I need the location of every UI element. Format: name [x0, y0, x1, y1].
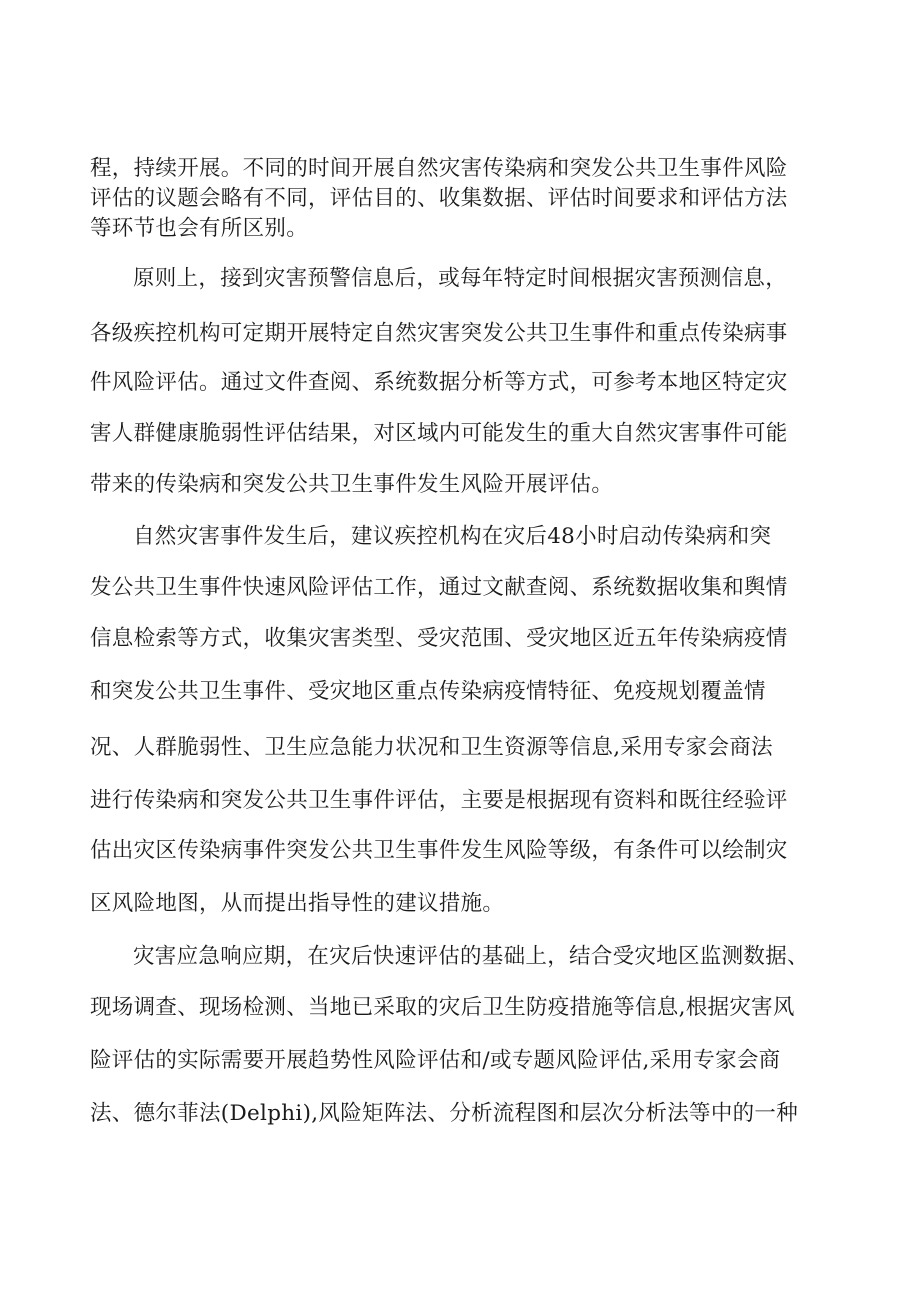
text-line: 原则上，接到灾害预警信息后，或每年特定时间根据灾害预测信息，	[133, 266, 788, 291]
text-line: 区风险地图，从而提出指导性的建议措施。	[90, 891, 505, 916]
text-line: 程，持续开展。不同的时间开展自然灾害传染病和突发公共卫生事件风险	[90, 156, 788, 181]
text-line: 估出灾区传染病事件突发公共卫生事件发生风险等级，有条件可以绘制灾	[90, 838, 788, 863]
text-line: 带来的传染病和突发公共卫生事件发生风险开展评估。	[90, 472, 614, 497]
text-line: 信息检索等方式，收集灾害类型、受灾范围、受灾地区近五年传染病疫情	[90, 626, 788, 651]
text-line: 况、人群脆弱性、卫生应急能力状况和卫生资源等信息,采用专家会商法	[90, 735, 773, 760]
text-line: 评估的议题会略有不同，评估目的、收集数据、评估时间要求和评估方法	[90, 186, 788, 211]
text-line: 害人群健康脆弱性评估结果，对区域内可能发生的重大自然灾害事件可能	[90, 421, 788, 446]
text-line: 险评估的实际需要开展趋势性风险评估和/或专题风险评估,采用专家会商	[90, 1048, 781, 1073]
text-line: 发公共卫生事件快速风险评估工作，通过文献查阅、系统数据收集和舆情	[90, 575, 788, 600]
text-line: 现场调查、现场检测、当地已采取的灾后卫生防疫措施等信息,根据灾害风	[90, 995, 795, 1020]
text-line: 进行传染病和突发公共卫生事件评估，主要是根据现有资料和既往经验评	[90, 788, 788, 813]
text-line: 自然灾害事件发生后，建议疾控机构在灾后48小时启动传染病和突	[133, 524, 772, 549]
text-line: 件风险评估。通过文件查阅、系统数据分析等方式，可参考本地区特定灾	[90, 370, 788, 395]
text-line: 和突发公共卫生事件、受灾地区重点传染病疫情特征、免疫规划覆盖情	[90, 679, 766, 704]
text-line: 等环节也会有所区别。	[90, 216, 309, 241]
text-line: 灾害应急响应期，在灾后快速评估的基础上，结合受灾地区监测数据、	[133, 944, 809, 969]
text-line: 法、德尔菲法(Delphi),风险矩阵法、分析流程图和层次分析法等中的一种	[90, 1101, 799, 1126]
text-line: 各级疾控机构可定期开展特定自然灾害突发公共卫生事件和重点传染病事	[90, 321, 788, 346]
